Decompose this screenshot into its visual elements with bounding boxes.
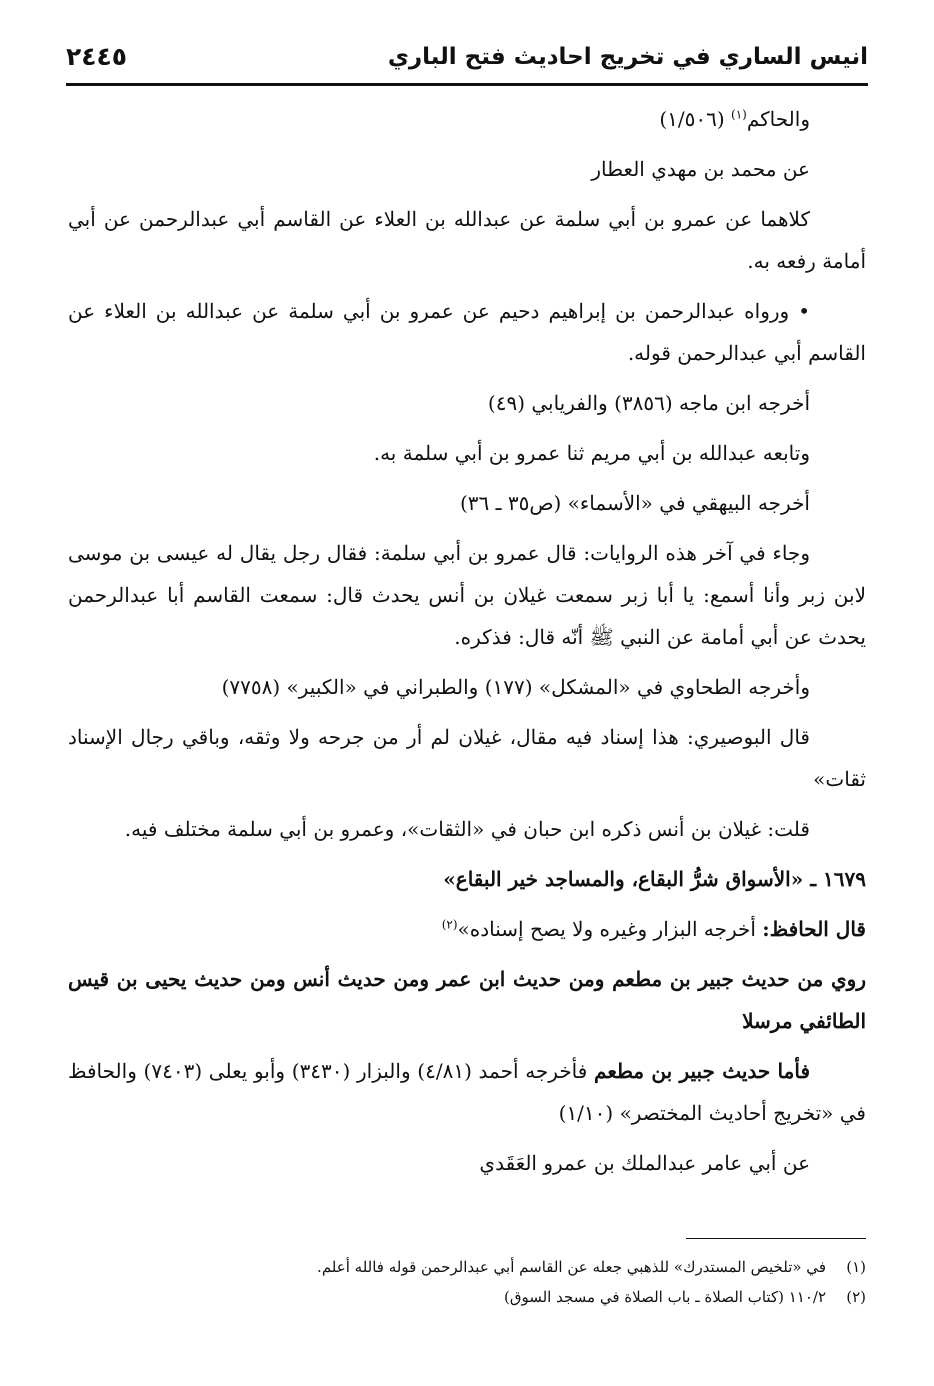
page-number: ٢٤٤٥ xyxy=(66,42,128,71)
subheading: فأما حديث جبير بن مطعم xyxy=(594,1059,811,1083)
paragraph: عن أبي عامر عبدالملك بن عمرو العَقَدي xyxy=(479,1151,810,1175)
footnote-number: (٢) xyxy=(846,1288,866,1306)
running-title: انيس الساري في تخريج احاديث فتح الباري xyxy=(387,44,868,70)
footnotes xyxy=(68,1252,866,1312)
paragraph: قلت: غيلان بن أنس ذكره ابن حبان في «الثقات»، وعمرو بن أبي سلمة مختلف فيه. xyxy=(124,817,810,841)
footnote-text: في «تلخيص المستدرك» للذهبي جعله عن القاسم أبي عبدالرحمن قوله فالله أعلم. xyxy=(317,1258,826,1276)
paragraph-hakim xyxy=(68,98,866,140)
paragraph: أخرجه البيهقي في «الأسماء» (ص٣٥ ـ ٣٦) xyxy=(459,491,810,515)
footnote-divider xyxy=(686,1238,866,1239)
paragraph-jubair xyxy=(68,1050,866,1134)
header-rule xyxy=(66,83,868,86)
page-header xyxy=(66,40,868,78)
footnote-text: ١١٠/٢ (كتاب الصلاة ـ باب الصلاة في مسجد السوق) xyxy=(503,1288,826,1306)
narrations-summary: روي من حديث جبير بن مطعم ومن حديث ابن عمر ومن حديث أنس ومن حديث يحيى بن قيس الطائفي مرسلا xyxy=(68,967,866,1033)
paragraph: كلاهما عن عمرو بن أبي سلمة عن عبدالله بن العلاء عن القاسم أبي عبدالرحمن عن أبي أمامة رفعه به. xyxy=(68,207,866,273)
paragraph: وأخرجه الطحاوي في «المشكل» (١٧٧) والطبراني في «الكبير» (٧٧٥٨) xyxy=(221,675,810,699)
main-text xyxy=(68,98,866,1192)
paragraph: وتابعه عبدالله بن أبي مريم ثنا عمرو بن أبي سلمة به. xyxy=(373,441,810,465)
paragraph: قال البوصيري: هذا إسناد فيه مقال، غيلان لم أر من جرحه ولا وثقه، وباقي رجال الإسناد ثقات» xyxy=(68,725,866,791)
footnote-ref-2[interactable]: (٢) xyxy=(441,917,458,932)
footnote-1 xyxy=(68,1252,866,1282)
footnote-number: (١) xyxy=(846,1258,866,1276)
text: (١/٥٠٦) xyxy=(659,107,732,131)
text: فأخرجه أحمد (٤/٨١) والبزار (٣٤٣٠) وأبو يعلى (٧٤٠٣) والحافظ في «تخريج أحاديث المختصر» (١/١٠) xyxy=(68,1059,866,1125)
hafiz-statement xyxy=(68,908,866,950)
paragraph: أخرجه ابن ماجه (٣٨٥٦) والفريابي (٤٩) xyxy=(487,391,810,415)
hafiz-label: قال الحافظ: xyxy=(762,917,866,941)
paragraph: • ورواه عبدالرحمن بن إبراهيم دحيم عن عمرو بن أبي سلمة عن عبدالله بن العلاء عن القاسم أبي عبدالرحمن قوله. xyxy=(68,299,866,365)
text: والحاكم xyxy=(746,107,810,131)
text: أخرجه البزار وغيره ولا يصح إسناده» xyxy=(457,917,763,941)
footnote-ref-1[interactable]: (١) xyxy=(731,107,747,122)
paragraph: عن محمد بن مهدي العطار xyxy=(591,157,810,181)
footnote-2 xyxy=(68,1282,866,1312)
hadith-heading: ١٦٧٩ ـ «الأسواق شرُّ البقاع، والمساجد خير البقاع» xyxy=(443,867,866,891)
paragraph: وجاء في آخر هذه الروايات: قال عمرو بن أبي سلمة: فقال رجل يقال له عيسى بن موسى لابن زبر وأنا أسمع: يا أبا زبر سمعت غيلان بن أنس يحدث قال: سمعت القاسم أبا عبدالرحمن يحدث عن أبي أمامة عن النبي ﷺ أنّه قال: فذكره. xyxy=(68,541,866,649)
